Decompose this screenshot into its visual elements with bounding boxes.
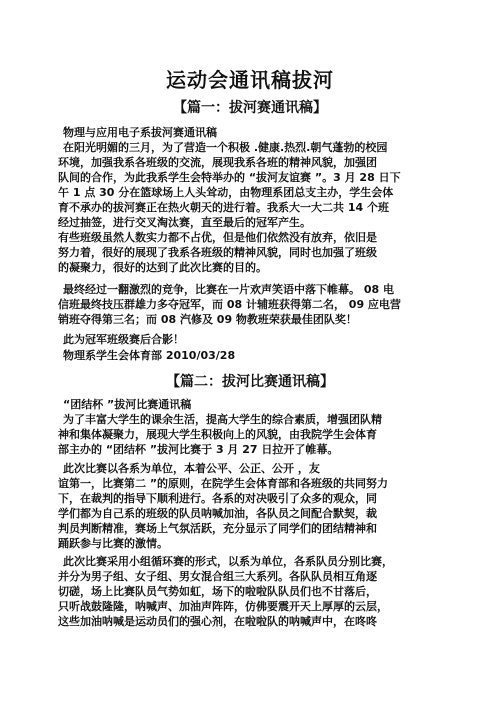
section2-line: “团结杯 ”拔河比赛通讯稿: [63, 398, 192, 411]
section2-line: 切磋，场上比赛队员气势如虹，场下的啦啦队队员们也不甘落后，: [58, 585, 377, 598]
section2-line: 此次比赛以各系为单位，本着公平、公正、公开 ，友: [63, 462, 320, 475]
section1-line: 信班最终技压群雄力多夺冠军，而 08 计辅班获得第二名， 09 应电营: [58, 298, 401, 311]
section2-heading: 【篇二：拔河比赛通讯稿】: [166, 374, 334, 390]
section1-line: 的凝聚力，很好的达到了此次比赛的目的。: [58, 261, 267, 274]
section1-heading: 【篇一：拔河赛通讯稿】: [173, 100, 327, 116]
section2-line: 学们都为自己系的班级的队员呐喊加油，各队员之间配合默契，裁: [58, 507, 377, 520]
section1-line: 经过抽签，进行交叉淘汰赛，直至最后的冠军产生。: [58, 216, 311, 229]
document-title: 运动会通讯稿拔河: [166, 68, 334, 92]
section1-line: 此为冠军班级赛后合影！: [63, 333, 184, 346]
section1-line: 物理系学生会体育部 2010/03/28: [63, 349, 236, 362]
section1-line: 有些班级虽然人数实力都不占优，但是他们依然没有放弃，依旧是: [58, 231, 377, 244]
section1-line: 队间的合作，为此我系学生会特举办的 “拔河友谊赛 ”。3 月 28 日下: [58, 171, 401, 184]
section1-line: 努力着，很好的展现了我系各班级的精神风貌，同时也加强了班级: [58, 246, 377, 259]
section2-line: 并分为男子组、女子组、男女混合组三大系列。各队队员相互角逐: [58, 570, 377, 583]
section1-line: 物理与应用电子系拔河赛通讯稿: [63, 126, 217, 139]
section2-line: 踊跃参与比赛的激情。: [58, 537, 168, 550]
section2-line: 神和集体凝聚力，展现大学生积极向上的风貌，由我院学生会体育: [58, 428, 377, 441]
section1-line: 育不承办的拔河赛正在热火朝天的进行着。我系大一大二共 14 个班: [58, 201, 389, 214]
section1-line: 销班夺得第三名；而 08 汽修及 09 物教班荣获最佳团队奖！: [58, 313, 357, 326]
section2-line: 谊第一，比赛第二 ”的原则，在院学生会体育部和各班级的共同努力: [58, 477, 389, 490]
section2-line: 此次比赛采用小组循环赛的形式，以系为单位，各系队员分别比赛，: [63, 555, 393, 568]
section2-line: 部主办的 “团结杯 ”拔河比赛于 3 月 27 日拉开了帷幕。: [58, 443, 339, 456]
section1-line: 环境，加强我系各班级的交流，展现我系各班的精神风貌，加强团: [58, 156, 377, 169]
section1-line: 最终经过一翻激烈的竞争，比赛在一片欢声笑语中落下帷幕。 08 电: [63, 283, 394, 296]
section2-line: 下，在裁判的指导下顺利进行。各系的对决吸引了众多的观众，同: [58, 492, 377, 505]
section2-line: 判员判断精准，赛场上气氛活跃，充分显示了同学们的团结精神和: [58, 522, 377, 535]
section2-line: 为了丰富大学生的课余生活，提高大学生的综合素质，增强团队精: [63, 413, 382, 426]
section1-line: 在阳光明媚的三月，为了营造一个积极 .健康.热烈.朝气蓬勃的校园: [63, 141, 388, 154]
section2-line: 只听战鼓隆隆，呐喊声、加油声阵阵，仿佛要震开天上厚厚的云层，: [58, 600, 388, 613]
section2-line: 这些加油呐喊是运动员们的强心剂，在啦啦队的呐喊声中，在咚咚: [58, 615, 377, 628]
section1-line: 午 1 点 30 分在篮球场上人头耸动，由物理系团总支主办，学生会体: [58, 186, 394, 199]
